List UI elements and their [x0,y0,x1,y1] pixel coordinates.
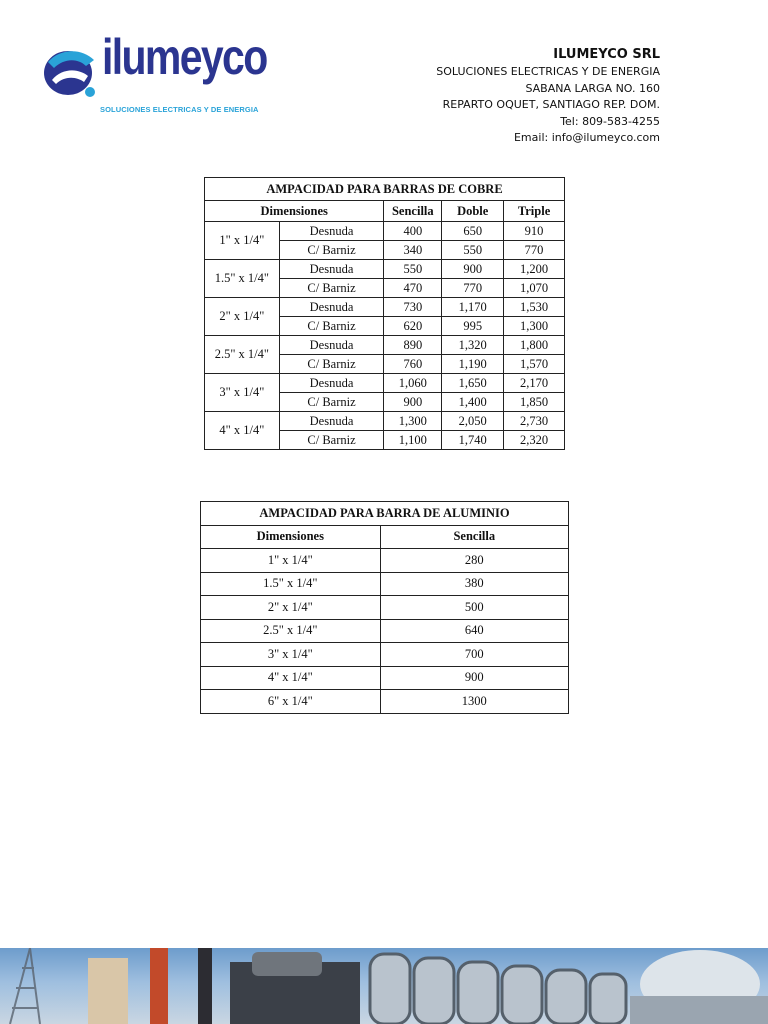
copper-ampacity-table [204,177,565,450]
ampacity-cell: 900 [380,666,568,690]
ampacity-cell: 280 [380,549,568,573]
ampacity-cell: 1,060 [384,374,442,393]
ampacity-cell: 620 [384,317,442,336]
dimension-cell: 4" x 1/4" [205,412,280,450]
ampacity-cell: 770 [442,279,504,298]
table-row [201,666,569,690]
logo-tagline: SOLUCIONES ELECTRICAS Y DE ENERGIA [100,105,259,114]
ampacity-cell: 910 [504,222,565,241]
ampacity-cell: 1,400 [442,393,504,412]
company-city: REPARTO OQUET, SANTIAGO REP. DOM. [442,98,660,111]
table-row [205,374,565,393]
copper-table-body [205,222,565,450]
aluminum-ampacity-table [200,501,569,714]
ampacity-cell: 1,650 [442,374,504,393]
ampacity-cell: 900 [384,393,442,412]
finish-cell: Desnuda [279,298,384,317]
dimension-cell: 3" x 1/4" [201,643,381,667]
company-line: SOLUCIONES ELECTRICAS Y DE ENERGIA [436,65,660,78]
column-header: Sencilla [380,525,568,549]
ampacity-cell: 380 [380,572,568,596]
company-info [436,46,660,147]
aluminum-table-body [201,549,569,714]
column-header: Sencilla [384,201,442,222]
finish-cell: Desnuda [279,374,384,393]
table-row [201,549,569,573]
ampacity-cell: 550 [442,241,504,260]
finish-cell: C/ Barniz [279,317,384,336]
ampacity-cell: 700 [380,643,568,667]
finish-cell: Desnuda [279,412,384,431]
company-phone: Tel: 809-583-4255 [560,114,660,128]
finish-cell: C/ Barniz [279,241,384,260]
column-header: Dimensiones [201,525,381,549]
ampacity-cell: 900 [442,260,504,279]
finish-cell: Desnuda [279,260,384,279]
table-row [205,336,565,355]
dimension-cell: 2.5" x 1/4" [201,619,381,643]
transformer-photo-image [0,948,768,1024]
column-header: Triple [504,201,565,222]
dimension-cell: 2" x 1/4" [201,596,381,620]
table-row [205,222,565,241]
ampacity-cell: 2,730 [504,412,565,431]
dimension-cell: 1" x 1/4" [205,222,280,260]
ampacity-cell: 1,740 [442,431,504,450]
ampacity-cell: 500 [380,596,568,620]
company-address: SABANA LARGA NO. 160 [525,81,660,95]
table-title: AMPACIDAD PARA BARRAS DE COBRE [205,178,565,201]
ampacity-cell: 1300 [380,690,568,714]
ampacity-cell: 1,200 [504,260,565,279]
ampacity-cell: 1,070 [504,279,565,298]
dimension-cell: 1" x 1/4" [201,549,381,573]
ampacity-cell: 2,320 [504,431,565,450]
ampacity-cell: 730 [384,298,442,317]
ampacity-cell: 1,530 [504,298,565,317]
finish-cell: Desnuda [279,336,384,355]
dimension-cell: 2.5" x 1/4" [205,336,280,374]
ampacity-cell: 640 [380,619,568,643]
footer-photo-band [0,948,768,1024]
ampacity-cell: 400 [384,222,442,241]
ampacity-cell: 2,050 [442,412,504,431]
table-row [205,298,565,317]
ampacity-cell: 1,320 [442,336,504,355]
table-row [201,572,569,596]
logo-swirl-icon [38,40,102,102]
company-name: ILUMEYCO SRL [553,47,660,62]
dimension-cell: 1.5" x 1/4" [205,260,280,298]
dimension-cell: 3" x 1/4" [205,374,280,412]
ampacity-cell: 1,170 [442,298,504,317]
column-header: Doble [442,201,504,222]
company-logo [38,29,278,122]
table-row [201,619,569,643]
table-row [205,412,565,431]
dimension-cell: 2" x 1/4" [205,298,280,336]
dimension-cell: 4" x 1/4" [201,666,381,690]
finish-cell: C/ Barniz [279,393,384,412]
table-row [201,643,569,667]
ampacity-cell: 1,800 [504,336,565,355]
column-header: Dimensiones [205,201,384,222]
dimension-cell: 6" x 1/4" [201,690,381,714]
dimension-cell: 1.5" x 1/4" [201,572,381,596]
ampacity-cell: 2,170 [504,374,565,393]
finish-cell: C/ Barniz [279,431,384,450]
finish-cell: C/ Barniz [279,355,384,374]
ampacity-cell: 1,850 [504,393,565,412]
ampacity-cell: 770 [504,241,565,260]
ampacity-cell: 890 [384,336,442,355]
ampacity-cell: 1,100 [384,431,442,450]
logo-wordmark: ilumeyco [102,29,267,85]
ampacity-cell: 650 [442,222,504,241]
table-row [205,260,565,279]
ampacity-cell: 995 [442,317,504,336]
ampacity-cell: 550 [384,260,442,279]
ampacity-cell: 1,190 [442,355,504,374]
company-email: Email: info@ilumeyco.com [513,131,660,144]
finish-cell: C/ Barniz [279,279,384,298]
ampacity-cell: 1,300 [504,317,565,336]
finish-cell: Desnuda [279,222,384,241]
table-title: AMPACIDAD PARA BARRA DE ALUMINIO [201,502,569,526]
ampacity-cell: 340 [384,241,442,260]
ampacity-cell: 1,570 [504,355,565,374]
table-row [201,596,569,620]
ampacity-cell: 1,300 [384,412,442,431]
ampacity-cell: 760 [384,355,442,374]
ampacity-cell: 470 [384,279,442,298]
table-row [201,690,569,714]
